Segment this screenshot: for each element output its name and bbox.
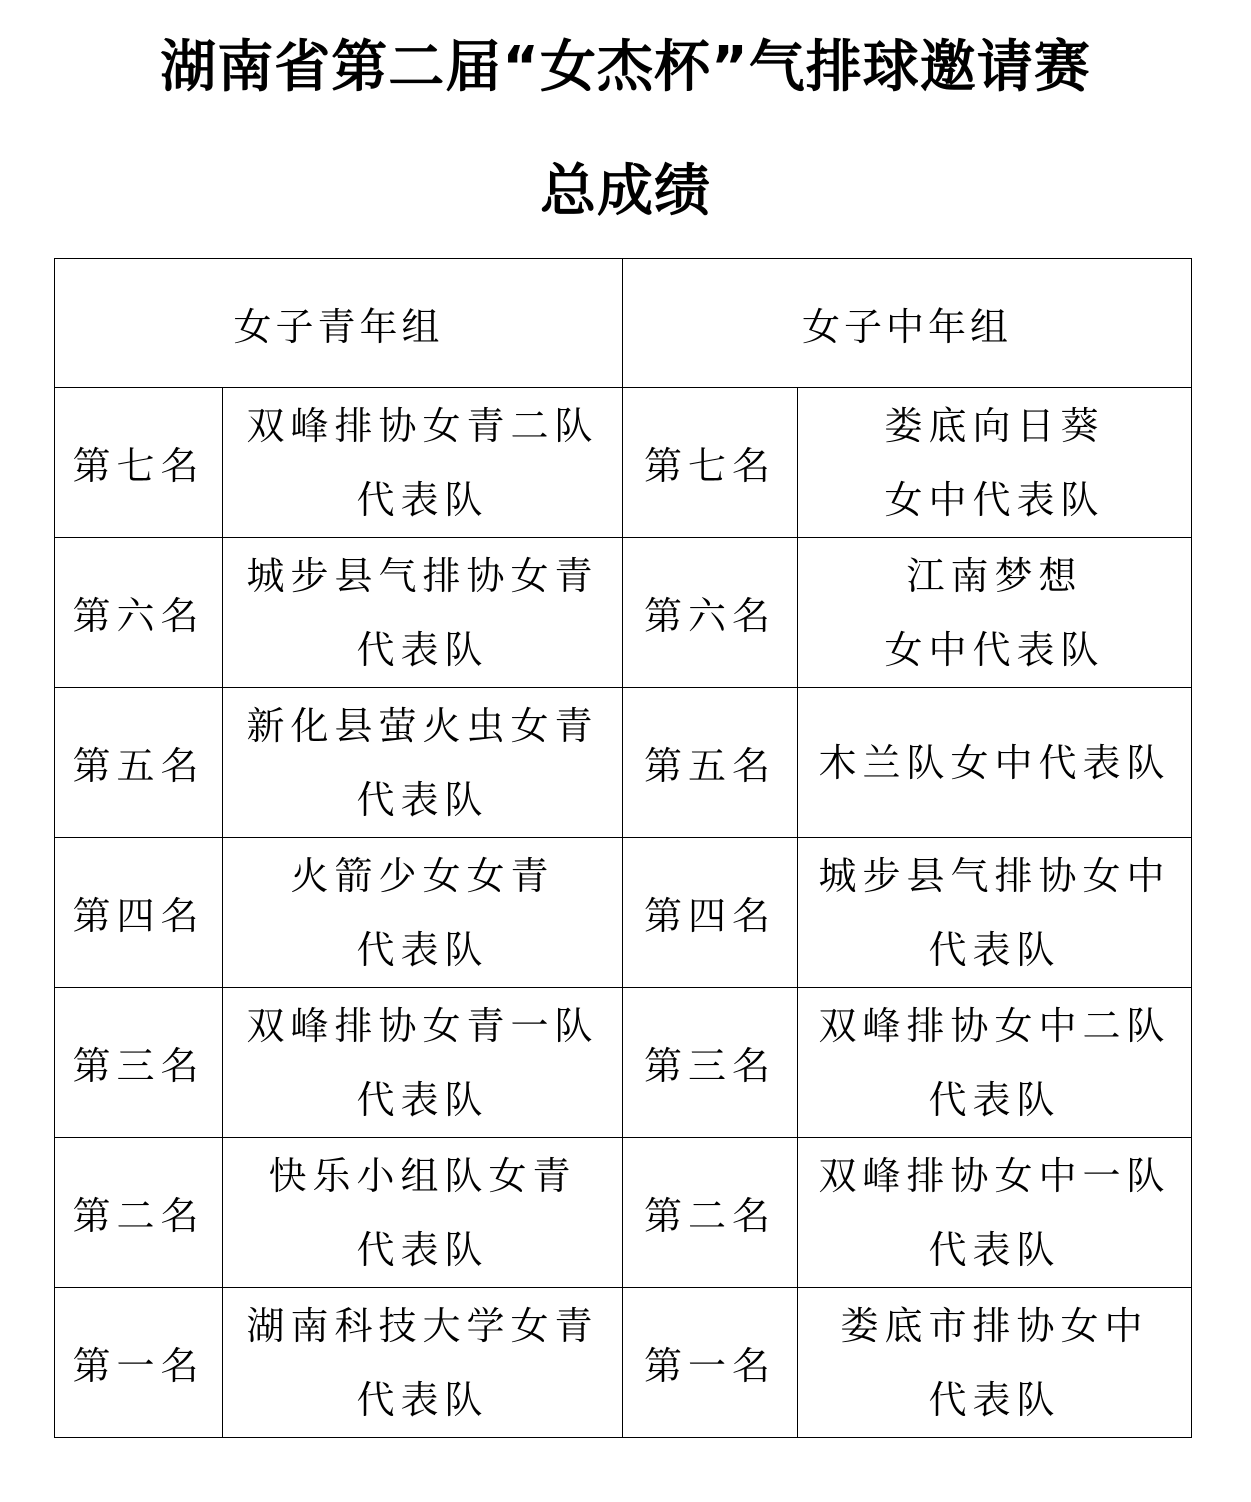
page-subtitle: 总成绩 xyxy=(540,159,711,224)
middle-rank-cell: 第六名 xyxy=(623,538,798,688)
youth-rank-cell: 第五名 xyxy=(55,688,223,838)
middle-team-cell xyxy=(798,538,1192,688)
team-name-line: 娄底市排协女中 xyxy=(840,1303,1149,1348)
middle-team-cell xyxy=(798,1288,1192,1438)
team-name-line: 代表队 xyxy=(928,1227,1061,1272)
youth-team-cell xyxy=(223,688,623,838)
team-name-line: 双峰排协女青二队 xyxy=(246,403,599,448)
group-header-middle: 女子中年组 xyxy=(623,259,1192,388)
team-name-line: 代表队 xyxy=(356,1227,489,1272)
results-table xyxy=(54,258,1192,1438)
team-name-line: 代表队 xyxy=(928,1377,1061,1422)
youth-team-cell xyxy=(223,388,623,538)
table-row xyxy=(55,1138,1192,1288)
group-header-youth: 女子青年组 xyxy=(55,259,623,388)
team-name-line: 代表队 xyxy=(356,777,489,822)
page-title: 湖南省第二届“女杰杯”气排球邀请赛 xyxy=(160,35,1091,100)
team-name-line: 城步县气排协女中 xyxy=(818,853,1171,898)
middle-rank-cell: 第七名 xyxy=(623,388,798,538)
team-name-line: 火箭少女女青 xyxy=(290,853,555,898)
youth-rank-cell: 第二名 xyxy=(55,1138,223,1288)
results-body xyxy=(55,388,1192,1438)
youth-team-cell xyxy=(223,1288,623,1438)
youth-team-cell xyxy=(223,838,623,988)
youth-rank-cell: 第三名 xyxy=(55,988,223,1138)
youth-team-cell xyxy=(223,1138,623,1288)
team-name-line: 城步县气排协女青 xyxy=(246,553,599,598)
table-row xyxy=(55,388,1192,538)
team-name-line: 女中代表队 xyxy=(884,627,1105,672)
middle-team-cell xyxy=(798,988,1192,1138)
youth-rank-cell: 第四名 xyxy=(55,838,223,988)
team-name-line: 湖南科技大学女青 xyxy=(246,1303,599,1348)
middle-rank-cell: 第一名 xyxy=(623,1288,798,1438)
table-row xyxy=(55,988,1192,1138)
team-name-line: 代表队 xyxy=(356,1377,489,1422)
middle-team-cell xyxy=(798,688,1192,838)
youth-rank-cell: 第六名 xyxy=(55,538,223,688)
team-name-line: 木兰队女中代表队 xyxy=(818,740,1171,785)
youth-rank-cell: 第七名 xyxy=(55,388,223,538)
middle-team-cell xyxy=(798,388,1192,538)
team-name-line: 代表队 xyxy=(356,1077,489,1122)
team-name-line: 代表队 xyxy=(356,477,489,522)
table-row xyxy=(55,538,1192,688)
team-name-line: 新化县萤火虫女青 xyxy=(246,703,599,748)
middle-rank-cell: 第四名 xyxy=(623,838,798,988)
middle-team-cell xyxy=(798,1138,1192,1288)
youth-rank-cell: 第一名 xyxy=(55,1288,223,1438)
team-name-line: 女中代表队 xyxy=(884,477,1105,522)
team-name-line: 双峰排协女中一队 xyxy=(818,1153,1171,1198)
youth-team-cell xyxy=(223,538,623,688)
team-name-line: 双峰排协女中二队 xyxy=(818,1003,1171,1048)
middle-rank-cell: 第五名 xyxy=(623,688,798,838)
table-row xyxy=(55,688,1192,838)
team-name-line: 双峰排协女青一队 xyxy=(246,1003,599,1048)
team-name-line: 代表队 xyxy=(928,927,1061,972)
team-name-line: 代表队 xyxy=(928,1077,1061,1122)
team-name-line: 快乐小组队女青 xyxy=(268,1153,577,1198)
team-name-line: 代表队 xyxy=(356,927,489,972)
team-name-line: 代表队 xyxy=(356,627,489,672)
middle-rank-cell: 第二名 xyxy=(623,1138,798,1288)
team-name-line: 江南梦想 xyxy=(906,553,1083,598)
team-name-line: 娄底向日葵 xyxy=(884,403,1105,448)
middle-rank-cell: 第三名 xyxy=(623,988,798,1138)
table-row xyxy=(55,1288,1192,1438)
middle-team-cell xyxy=(798,838,1192,988)
table-row xyxy=(55,838,1192,988)
youth-team-cell xyxy=(223,988,623,1138)
